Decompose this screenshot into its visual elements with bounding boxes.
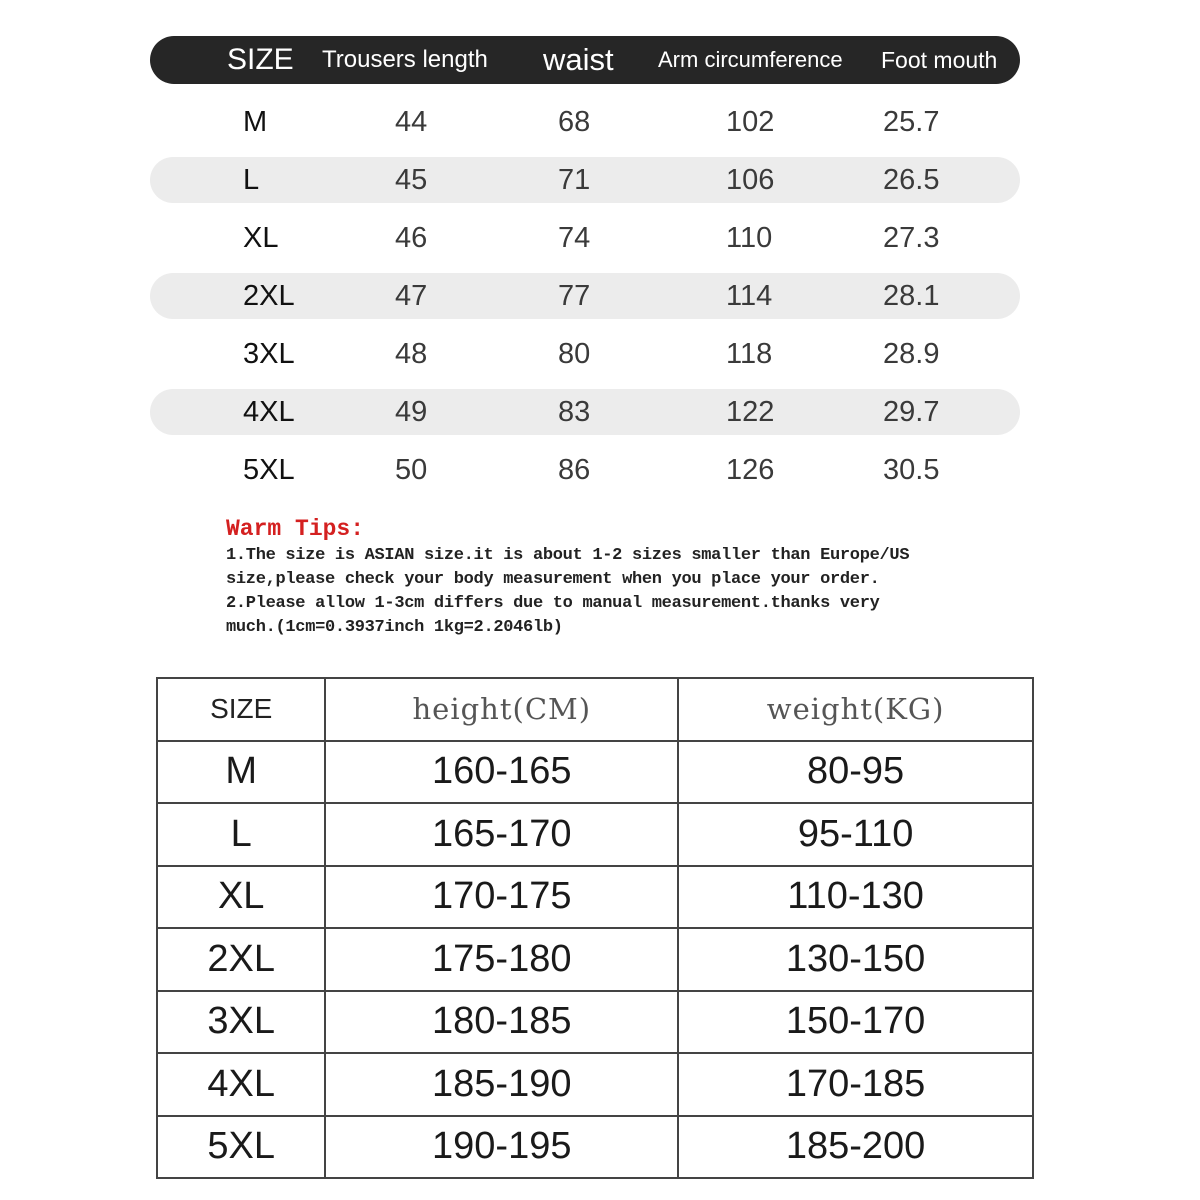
cell-size: 5XL: [243, 454, 295, 486]
cell-size: XL: [243, 222, 279, 254]
fit-cell-weight: 95-110: [678, 803, 1033, 866]
measurement-row: [150, 389, 1020, 435]
warm-tips: [226, 514, 909, 640]
fit-cell-weight: 170-185: [678, 1053, 1033, 1116]
measurement-row: [150, 215, 1020, 261]
fit-table-row: [157, 803, 1033, 866]
fit-cell-size: XL: [157, 866, 325, 929]
cell-waist: 68: [558, 106, 591, 138]
cell-foot: 25.7: [883, 106, 940, 138]
cell-arm: 102: [726, 106, 775, 138]
fit-cell-weight: 130-150: [678, 928, 1033, 991]
cell-length: 47: [395, 280, 428, 312]
cell-waist: 74: [558, 222, 591, 254]
fit-cell-height: 185-190: [325, 1053, 678, 1116]
fit-table-header: [157, 678, 1033, 741]
fit-cell-weight: 185-200: [678, 1116, 1033, 1179]
header-trousers-length: Trousers length: [322, 46, 488, 73]
fit-header-weight: weight(KG): [678, 678, 1033, 741]
cell-length: 48: [395, 338, 428, 370]
header-size: SIZE: [227, 43, 294, 76]
fit-table-row: [157, 1053, 1033, 1116]
fit-cell-size: L: [157, 803, 325, 866]
cell-waist: 80: [558, 338, 591, 370]
fit-cell-height: 165-170: [325, 803, 678, 866]
cell-foot: 29.7: [883, 396, 940, 428]
fit-cell-height: 175-180: [325, 928, 678, 991]
cell-foot: 30.5: [883, 454, 940, 486]
cell-waist: 77: [558, 280, 591, 312]
fit-cell-height: 170-175: [325, 866, 678, 929]
tips-line: size,please check your body measurement when you place your order.: [226, 570, 880, 589]
cell-length: 45: [395, 164, 428, 196]
cell-size: 4XL: [243, 396, 295, 428]
header-arm-circumference: Arm circumference: [658, 47, 843, 72]
measurement-row: [150, 157, 1020, 203]
cell-size: M: [243, 106, 268, 138]
cell-arm: 114: [726, 280, 773, 312]
fit-cell-weight: 150-170: [678, 991, 1033, 1054]
fit-cell-size: 5XL: [157, 1116, 325, 1179]
measurement-table-header: [150, 36, 1020, 84]
tips-title: Warm Tips:: [226, 516, 365, 542]
fit-table-row: [157, 1116, 1033, 1179]
fit-cell-weight: 110-130: [678, 866, 1033, 929]
fit-table: [156, 677, 1034, 1179]
cell-length: 50: [395, 454, 428, 486]
fit-header-height: height(CM): [325, 678, 678, 741]
fit-cell-size: M: [157, 741, 325, 804]
fit-cell-size: 3XL: [157, 991, 325, 1054]
fit-cell-size: 4XL: [157, 1053, 325, 1116]
header-waist: waist: [543, 42, 614, 77]
cell-length: 49: [395, 396, 428, 428]
measurement-row: [150, 273, 1020, 319]
cell-size: 3XL: [243, 338, 295, 370]
fit-cell-height: 190-195: [325, 1116, 678, 1179]
fit-table-row: [157, 866, 1033, 929]
cell-arm: 118: [726, 338, 773, 370]
cell-foot: 27.3: [883, 222, 940, 254]
tips-line: 1.The size is ASIAN size.it is about 1-2 sizes smaller than Europe/US: [226, 546, 910, 565]
cell-foot: 28.9: [883, 338, 940, 370]
fit-cell-size: 2XL: [157, 928, 325, 991]
cell-foot: 26.5: [883, 164, 940, 196]
cell-waist: 83: [558, 396, 591, 428]
fit-cell-height: 160-165: [325, 741, 678, 804]
cell-length: 44: [395, 106, 428, 138]
cell-arm: 126: [726, 454, 775, 486]
fit-header-size: SIZE: [157, 678, 325, 741]
cell-arm: 122: [726, 396, 775, 428]
measurement-row: [150, 447, 1020, 493]
cell-waist: 86: [558, 454, 591, 486]
measurement-row: [150, 331, 1020, 377]
tips-line: 2.Please allow 1-3cm differs due to manual measurement.thanks very: [226, 594, 880, 613]
cell-foot: 28.1: [883, 280, 940, 312]
fit-cell-weight: 80-95: [678, 741, 1033, 804]
cell-arm: 106: [726, 164, 775, 196]
cell-size: 2XL: [243, 280, 295, 312]
cell-size: L: [243, 164, 260, 196]
fit-table-row: [157, 741, 1033, 804]
cell-arm: 110: [726, 222, 773, 254]
header-foot-mouth: Foot mouth: [881, 47, 998, 73]
fit-table-row: [157, 928, 1033, 991]
fit-table-row: [157, 991, 1033, 1054]
cell-waist: 71: [558, 164, 591, 196]
tips-line: much.(1cm=0.3937inch 1kg=2.2046lb): [226, 618, 563, 637]
cell-length: 46: [395, 222, 428, 254]
measurement-row: [150, 99, 1020, 145]
fit-cell-height: 180-185: [325, 991, 678, 1054]
